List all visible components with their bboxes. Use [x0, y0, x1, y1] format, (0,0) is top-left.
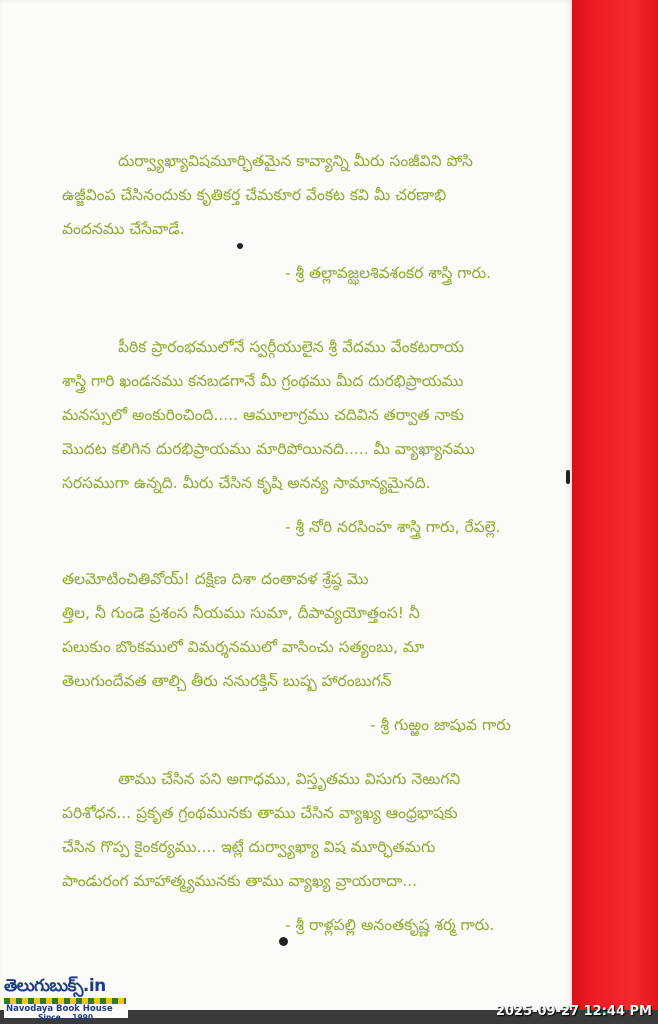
red-spine	[572, 0, 658, 1010]
p3-line-2: త్తిల, నీ గుండె ప్రశంస నీయము సుమా, దీపావ్యయోత్తంస! నీ	[62, 604, 420, 622]
logo-since: Since....1990	[38, 1013, 94, 1022]
p2-line-1: పీఠిక ప్రారంభములోనే స్వర్గీయులైన శ్రీ వేదము వేంకటరాయ	[118, 338, 464, 356]
p1-line-2: ఉజ్జీవింప చేసినందుకు కృతికర్త చేమకూర వేంకట కవి మీ చరణాభి	[62, 186, 447, 204]
p4-line-2: పరిశోధన... ప్రకృత గ్రంథమునకు తాము చేసిన వ్యాఖ్య ఆంధ్రభాషకు	[62, 804, 458, 822]
p3-line-3: పలుకుం బొంకములో విమర్శనములో వాసించు సత్యంబు, మా	[62, 638, 425, 656]
p2-line-4: మొదట కలిగిన దురభిప్రాయము మారిపోయినది..... మీ వ్యాఖ్యానము	[62, 440, 475, 458]
p1-signature: - శ్రీ తల్లావజ్ఝలశివశంకర శాస్త్రి గారు.	[285, 264, 492, 282]
p3-line-1: తలమోటించితివోయ్! దక్షిణ దిశా దంతావళ శ్రేష్ఠ మొ	[62, 570, 369, 588]
photo-timestamp: 2025-09-27 12:44 PM	[495, 1004, 652, 1019]
ink-speck	[279, 937, 288, 946]
p3-signature: - శ్రీ గుఱ్ఱం జాషువ గారు	[370, 716, 511, 734]
p4-line-4: పాండురంగ మాహాత్మ్యమునకు తాము వ్యాఖ్య వ్రాయరాదా...	[62, 872, 418, 890]
p2-line-2: శాస్త్రి గారి ఖండనము కనబడగానే మీ గ్రంథము మీద దురభిప్రాయము	[62, 372, 464, 390]
ink-speck	[237, 243, 243, 249]
p4-signature: - శ్రీ రాళ్లపల్లి అనంతకృష్ణ శర్మ గారు.	[285, 916, 495, 934]
watermark-logo	[4, 976, 128, 1022]
p3-line-4: తెలుగుందేవత తాల్చి తీరు ననురక్తిన్ బుష్ప హారంబుగన్	[62, 672, 392, 690]
p1-line-3: వందనము చేసేవాడే.	[62, 220, 185, 238]
p4-line-3: చేసిన గొప్ప కైంకర్యము.... ఇట్లే దుర్వ్యాఖ్యా విష మూర్ఛితమగు	[62, 838, 436, 856]
logo-name: తెలుగుబుక్స్.in	[4, 976, 106, 996]
p1-line-1: దుర్వ్యాఖ్యావిషమూర్ఛితమైన కావ్యాన్ని మీరు సంజీవిని పోసి	[118, 152, 473, 170]
p2-line-3: మనస్సులో అంకురించింది..... ఆమూలాగ్రము చదివిన తర్వాత నాకు	[62, 406, 464, 424]
p4-line-1: తాము చేసిన పని అగాధము, విస్తృతము విసుగు నెఱుగని	[118, 770, 461, 788]
ink-speck	[566, 470, 570, 484]
p2-signature: - శ్రీ నోరి నరసింహ శాస్త్రి గారు, రేపల్లె.	[285, 518, 501, 536]
logo-tagline: Navodaya Book House	[6, 1004, 113, 1014]
p2-line-5: సరసముగా ఉన్నది. మీరు చేసిన కృషి అనన్య సామాన్యమైనది.	[62, 474, 431, 492]
